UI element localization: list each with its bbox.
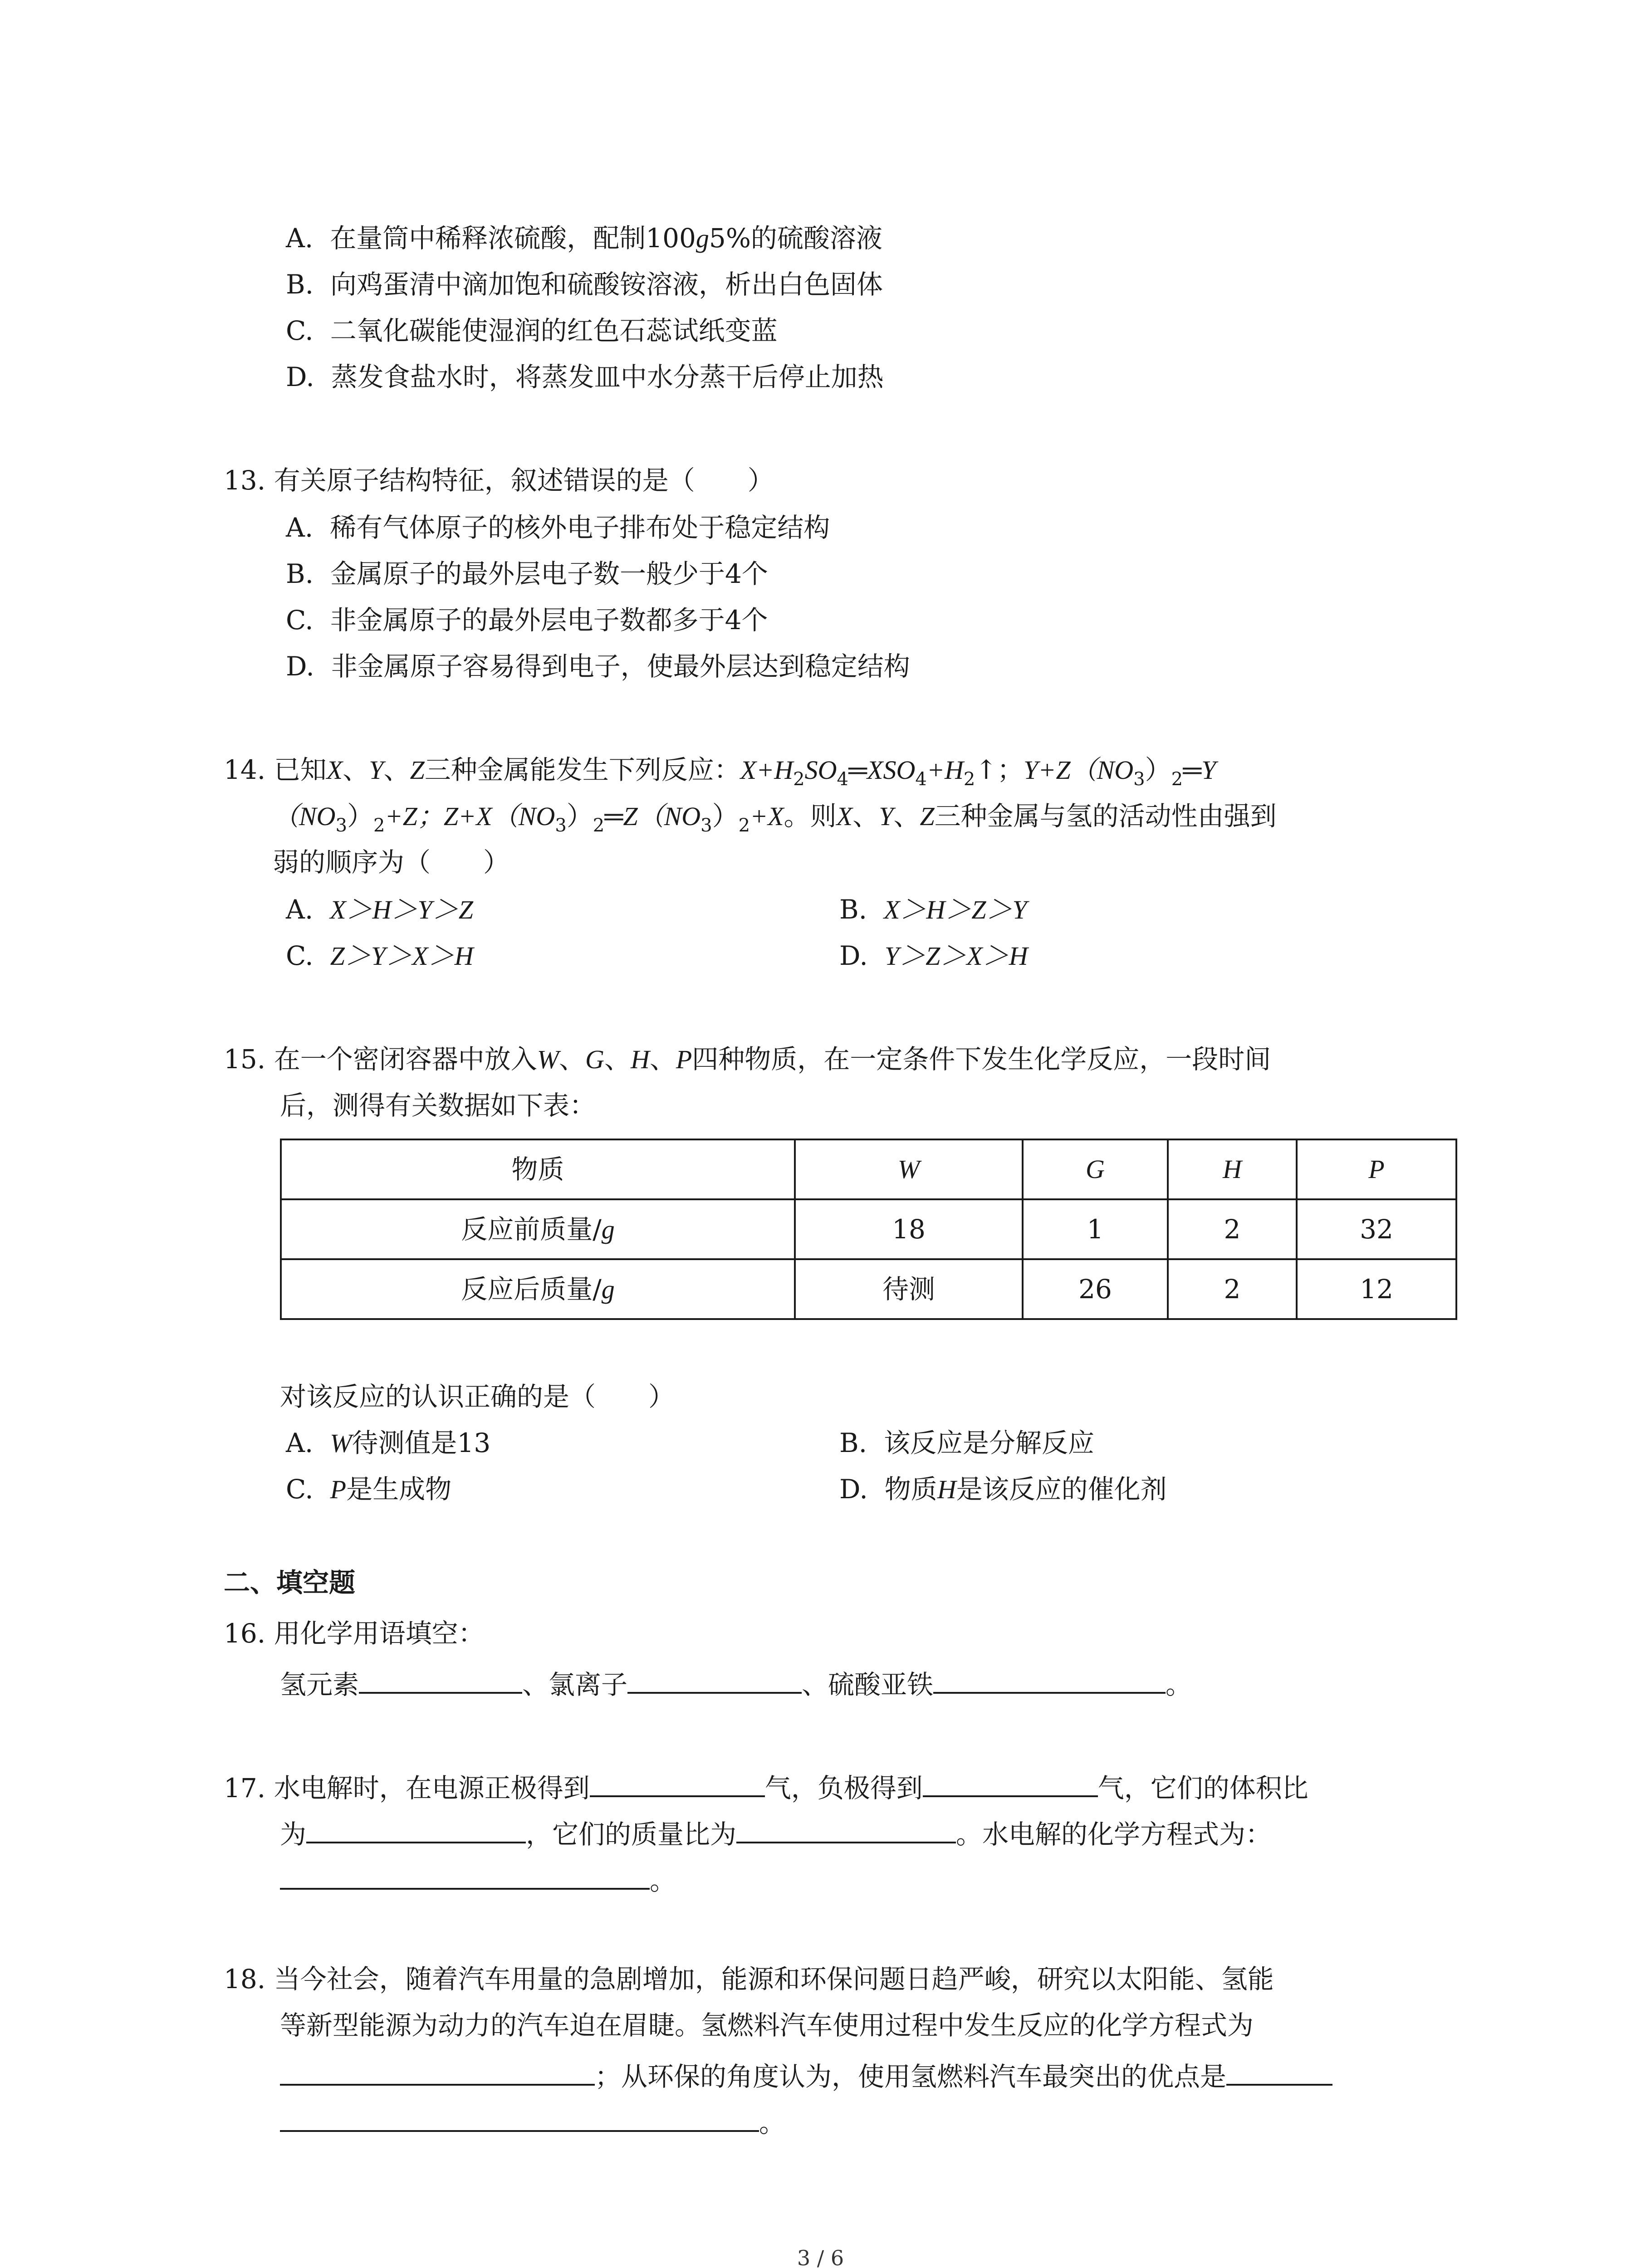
q12-option-d xyxy=(286,364,884,390)
stem-text: 。则 xyxy=(784,801,837,831)
equation-part: X+H xyxy=(740,755,794,785)
header-cell: G xyxy=(1023,1139,1168,1199)
answer-blank[interactable] xyxy=(280,2105,759,2132)
subscript: 2 xyxy=(373,815,385,836)
equation-part: （NO xyxy=(273,802,336,831)
option-letter: B. xyxy=(286,558,314,589)
equation-part: +X xyxy=(750,802,784,831)
sep: 、 xyxy=(893,801,920,831)
var-w: W xyxy=(537,1045,559,1074)
q14-option-b xyxy=(839,896,1027,923)
var-h: H xyxy=(630,1045,650,1074)
header-cell: H xyxy=(1168,1139,1297,1199)
table-row xyxy=(281,1259,1456,1319)
blank-label: 氢元素 xyxy=(280,1669,359,1700)
subscript: 2 xyxy=(793,769,805,790)
option-var: H xyxy=(937,1475,956,1504)
subscript: 4 xyxy=(837,769,848,790)
option-letter: D. xyxy=(286,651,314,682)
option-letter: D. xyxy=(839,1474,868,1505)
option-var: W xyxy=(330,1428,352,1458)
blank-label: 、硫酸亚铁 xyxy=(802,1669,934,1700)
option-letter: C. xyxy=(286,940,314,971)
equation-part: ） xyxy=(347,801,374,831)
option-text: 待测值是13 xyxy=(352,1427,491,1458)
punct: 。 xyxy=(1166,1669,1192,1700)
option-text: X＞H＞Z＞Y xyxy=(883,895,1027,924)
stem-text: ，它们的质量比为 xyxy=(526,1819,737,1850)
var-z: Z xyxy=(920,802,935,831)
option-text: 蒸发食盐水时，将蒸发皿中水分蒸干后停止加热 xyxy=(331,362,884,392)
stem-text: 气，它们的体积比 xyxy=(1097,1773,1308,1804)
stem-text: 弱的顺序为（ ） xyxy=(273,847,510,878)
subscript: 2 xyxy=(1171,769,1183,790)
q15-question xyxy=(280,1383,675,1410)
q17-line1 xyxy=(224,1770,1308,1804)
table-cell: 32 xyxy=(1297,1199,1456,1259)
option-text-post: 5%的硫酸溶液 xyxy=(709,223,882,254)
header-cell: 物质 xyxy=(281,1139,795,1199)
answer-blank[interactable] xyxy=(359,1667,522,1694)
option-letter: B. xyxy=(286,269,314,300)
equation-part: +H xyxy=(926,755,964,785)
option-letter: B. xyxy=(839,1427,867,1458)
option-text: 在量筒中稀释浓硫酸，配制100 xyxy=(330,223,696,254)
option-text: Y＞Z＞X＞H xyxy=(884,941,1028,971)
option-letter: C. xyxy=(286,605,314,635)
q13-option-a xyxy=(286,514,830,541)
stem-text: 对该反应的认识正确的是（ ） xyxy=(280,1381,675,1412)
section-title: 二、填空题 xyxy=(224,1567,356,1598)
q12-option-c xyxy=(286,315,778,346)
q12-option-a xyxy=(286,225,882,252)
q15-stem-line1 xyxy=(224,1046,1271,1073)
question-text: 用化学用语填空： xyxy=(274,1618,485,1649)
blank-label: 、氯离子 xyxy=(522,1669,628,1700)
equation-part: +Z； xyxy=(385,802,444,831)
row-label xyxy=(281,1259,795,1319)
q15-option-d xyxy=(839,1476,1167,1503)
option-letter: A. xyxy=(286,512,314,543)
answer-blank[interactable] xyxy=(590,1770,765,1797)
stem-text: 四种物质，在一定条件下发生化学反应，一段时间 xyxy=(692,1044,1271,1075)
sep: 、 xyxy=(852,801,879,831)
answer-blank[interactable] xyxy=(923,1770,1098,1797)
question-number: 15. xyxy=(224,1044,266,1075)
equation-part: ═XSO xyxy=(848,755,916,785)
equation-part: ） xyxy=(566,801,593,831)
question-number: 18. xyxy=(224,1964,266,1994)
option-text: 该反应是分解反应 xyxy=(883,1427,1094,1458)
q16-stem xyxy=(224,1620,485,1647)
table-cell: 1 xyxy=(1023,1199,1168,1259)
q12-option-b xyxy=(286,271,883,298)
q14-stem-line1 xyxy=(224,754,1216,790)
section-heading xyxy=(224,1569,355,1596)
table-row xyxy=(281,1199,1456,1259)
equation-part: ═Z（NO xyxy=(604,802,701,831)
var-x: X xyxy=(326,755,343,785)
table-header-row xyxy=(281,1139,1456,1199)
stem-text: 气，负极得到 xyxy=(764,1773,923,1804)
q14-option-d xyxy=(839,940,1028,971)
subscript: 4 xyxy=(915,769,927,790)
q14-option-c xyxy=(286,940,474,971)
option-letter: A. xyxy=(286,894,314,925)
stem-text: 已知 xyxy=(274,754,327,785)
table-cell: 12 xyxy=(1297,1259,1456,1319)
page-number: 3 / 6 xyxy=(797,2246,844,2268)
option-text: X＞H＞Y＞Z xyxy=(330,895,474,924)
stem-text: 三种金属与氢的活动性由强到 xyxy=(934,801,1277,831)
stem-text: 水电解时，在电源正极得到 xyxy=(274,1773,590,1804)
equation-part: ═Y xyxy=(1183,755,1216,785)
q13-option-d xyxy=(286,651,910,682)
q14-option-a xyxy=(286,896,473,923)
equation-part: Z+X（NO xyxy=(443,802,555,831)
stem-text: 等新型能源为动力的汽车迫在眉睫。氢燃料汽车使用过程中发生反应的化学方程式为 xyxy=(280,2010,1254,2041)
q16-blanks xyxy=(280,1667,1192,1698)
stem-text: ；从环保的角度认为，使用氢燃料汽车最突出的优点是 xyxy=(595,2061,1227,2092)
stem-text: 后，测得有关数据如下表： xyxy=(280,1090,596,1121)
question-number: 16. xyxy=(224,1618,266,1649)
option-letter: A. xyxy=(286,1427,314,1458)
option-text: Z＞Y＞X＞H xyxy=(330,941,474,971)
option-letter: C. xyxy=(286,1474,314,1505)
sep: 、 xyxy=(649,1044,676,1075)
row-label-text: 反应后质量/ xyxy=(461,1273,602,1305)
header-cell: W xyxy=(795,1139,1023,1199)
var-y: Y xyxy=(879,802,894,831)
q13-option-c xyxy=(286,607,768,633)
punct: 。 xyxy=(759,2107,786,2138)
q13-option-b xyxy=(286,558,768,589)
q18-line2 xyxy=(280,2010,1254,2041)
answer-blank[interactable] xyxy=(306,1816,526,1843)
var-p: P xyxy=(676,1045,692,1074)
option-letter: A. xyxy=(286,223,314,254)
row-label-text: 反应前质量/ xyxy=(461,1213,602,1245)
option-var: P xyxy=(330,1475,347,1504)
option-text: 稀有气体原子的核外电子排布处于稳定结构 xyxy=(330,512,830,543)
table-cell: 2 xyxy=(1168,1259,1297,1319)
option-letter: D. xyxy=(286,362,314,392)
answer-blank[interactable] xyxy=(933,1667,1166,1694)
subscript: 2 xyxy=(738,815,750,836)
header-cell: P xyxy=(1297,1139,1456,1199)
stem-text: 在一个密闭容器中放入 xyxy=(274,1044,537,1075)
question-number: 13. xyxy=(224,465,266,496)
sep: 、 xyxy=(343,754,369,785)
subscript: 2 xyxy=(593,815,605,836)
answer-blank[interactable] xyxy=(736,1816,956,1843)
question-number: 14. xyxy=(224,754,266,785)
answer-blank[interactable] xyxy=(627,1667,802,1694)
option-text: 二氧化碳能使湿润的红色石蕊试纸变蓝 xyxy=(330,315,778,346)
option-letter: C. xyxy=(286,315,314,346)
var-z: Z xyxy=(410,755,425,785)
table-cell: 2 xyxy=(1168,1199,1297,1259)
table-cell: 26 xyxy=(1023,1259,1168,1319)
subscript: 3 xyxy=(555,815,567,836)
subscript: 3 xyxy=(335,815,348,836)
var-g: G xyxy=(585,1045,604,1074)
subscript: 3 xyxy=(1133,769,1145,790)
option-text: 非金属原子的最外层电子数都多于4个 xyxy=(330,605,768,635)
sep: 、 xyxy=(383,754,410,785)
var-x: X xyxy=(836,802,853,831)
q14-stem-line2 xyxy=(273,801,1277,836)
equation-part: ） xyxy=(712,801,739,831)
equation-part: SO xyxy=(804,755,837,785)
q15-option-c xyxy=(286,1476,451,1503)
option-letter: B. xyxy=(839,894,867,925)
answer-blank[interactable] xyxy=(280,1862,650,1890)
q17-line3 xyxy=(280,1862,676,1894)
stem-text: 。水电解的化学方程式为： xyxy=(956,1819,1272,1850)
q15-option-a xyxy=(286,1427,491,1458)
option-text: 金属原子的最外层电子数一般少于4个 xyxy=(330,558,768,589)
stem-text: 当今社会，随着汽车用量的急剧增加，能源和环保问题日趋严峻，研究以太阳能、氢能 xyxy=(274,1964,1274,1994)
option-text: 非金属原子容易得到电子，使最外层达到稳定结构 xyxy=(331,651,910,682)
gas-arrow: ↑； xyxy=(975,754,1024,785)
option-text-post: 是该反应的催化剂 xyxy=(956,1474,1167,1505)
equation-part: ） xyxy=(1145,754,1171,785)
unit-g: g xyxy=(696,224,709,253)
punct: 。 xyxy=(650,1865,676,1896)
q17-line2 xyxy=(280,1816,1272,1848)
subscript: 3 xyxy=(700,815,712,836)
answer-blank[interactable] xyxy=(280,2058,595,2086)
option-text: 向鸡蛋清中滴加饱和硫酸铵溶液，析出白色固体 xyxy=(330,269,883,300)
q15-stem-line2 xyxy=(280,1092,596,1119)
question-text: 有关原子结构特征，叙述错误的是（ ） xyxy=(274,465,774,496)
table-cell: 待测 xyxy=(795,1259,1023,1319)
var-y: Y xyxy=(369,755,384,785)
option-letter: D. xyxy=(839,940,868,971)
question-number: 17. xyxy=(224,1773,266,1804)
q13-stem xyxy=(224,467,774,494)
equation-part: Y+Z（NO xyxy=(1023,755,1134,785)
q18-line4 xyxy=(280,2105,785,2136)
sep: 、 xyxy=(604,1044,631,1075)
q18-line3 xyxy=(280,2058,1332,2090)
q18-line1 xyxy=(224,1966,1274,1992)
mass-data-table xyxy=(280,1139,1457,1320)
sep: 、 xyxy=(559,1044,586,1075)
row-label-unit: g xyxy=(601,1274,615,1304)
option-text: 是生成物 xyxy=(346,1474,452,1505)
stem-text: 为 xyxy=(280,1819,307,1850)
table-cell: 18 xyxy=(795,1199,1023,1259)
q14-stem-line3 xyxy=(273,847,510,878)
stem-text: 三种金属能发生下列反应： xyxy=(424,754,740,785)
answer-blank[interactable] xyxy=(1226,2058,1332,2086)
option-text: 物质 xyxy=(884,1474,937,1505)
q15-option-b xyxy=(839,1427,1094,1458)
subscript: 2 xyxy=(963,769,975,790)
row-label xyxy=(281,1199,795,1259)
row-label-unit: g xyxy=(601,1214,615,1244)
